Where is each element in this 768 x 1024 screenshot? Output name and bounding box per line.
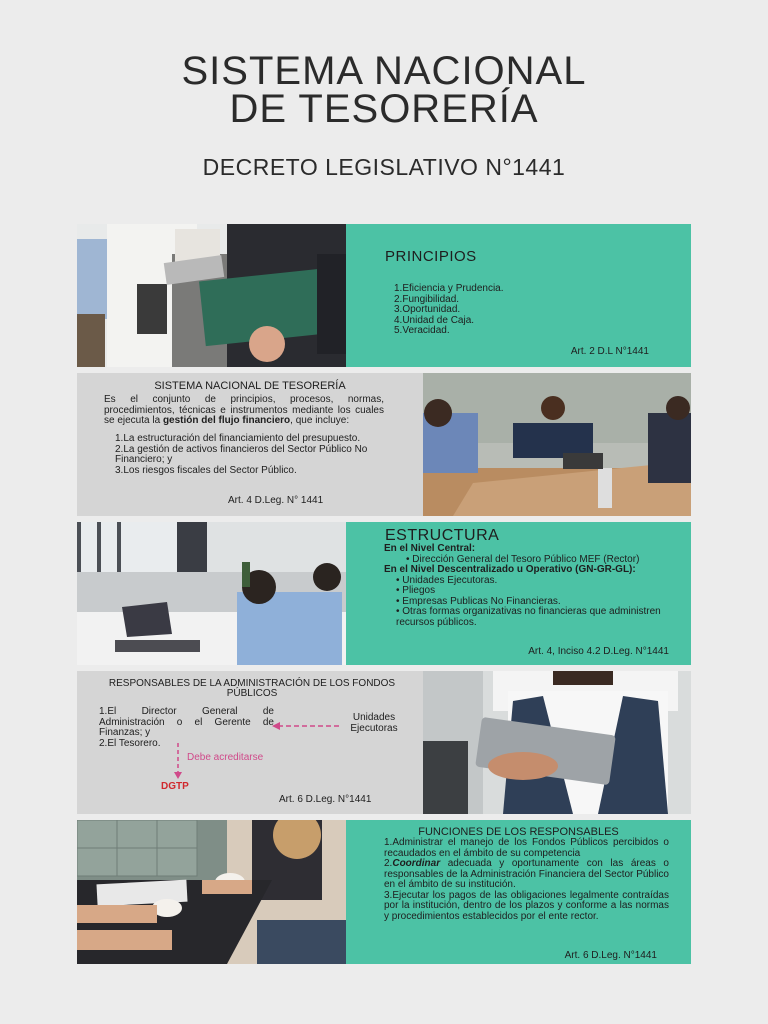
responsables-title: RESPONSABLES DE LA ADMINISTRACIÓN DE LOS FONDOS PÚBLICOS bbox=[108, 678, 396, 699]
list-item: 1.La estructuración del financiamiento del presupuesto. bbox=[115, 433, 361, 444]
page-subtitle: DECRETO LEGISLATIVO N°1441 bbox=[202, 154, 566, 180]
list-item: • Empresas Publicas No Financieras. bbox=[396, 595, 561, 607]
estructura-descentralizado-label: En el Nivel Descentralizado u Operativo (GN-GR-GL): bbox=[384, 564, 636, 575]
funciones-ref: Art. 6 D.Leg. N°1441 bbox=[564, 950, 657, 961]
list-item: 2.La gestión de activos financieros del Sector Público No Financiero; y bbox=[115, 443, 368, 465]
list-item: 4.Unidad de Caja. bbox=[394, 314, 475, 326]
list-item: 3.Ejecutar los pagos de las obligaciones legalmente contraídas por la institución, dentro de los plazos y conforme a las normas y procedimientos establecidos por el ente rector. bbox=[384, 889, 669, 922]
sistema-after: , que incluye: bbox=[290, 415, 350, 426]
list-item: 2.Fungibilidad. bbox=[394, 293, 460, 305]
list-item-text: Empresas Publicas No Financieras. bbox=[402, 595, 561, 607]
estructura-title: ESTRUCTURA bbox=[385, 527, 500, 544]
responsables-ref: Art. 6 D.Leg. N°1441 bbox=[279, 794, 372, 805]
funciones-title: FUNCIONES DE LOS RESPONSABLES bbox=[418, 826, 619, 838]
list-item: 1.El Director General de Administración o el Gerente de Finanzas; y bbox=[99, 706, 274, 738]
meeting-photo bbox=[423, 373, 691, 516]
sistema-bold: gestión del flujo financiero bbox=[162, 415, 291, 426]
item2-rest: adecuada y oportunamente con las áreas o responsables de la Administración Financiera del Sector Público en el ámbito de su institución. bbox=[384, 858, 669, 890]
title-line-1: SISTEMA NACIONAL bbox=[181, 49, 587, 93]
list-item: 1.Administrar el manejo de los Fondos Públicos percibidos o recaudados en el ámbito de su competencia bbox=[384, 837, 669, 859]
responsables-panel bbox=[77, 671, 423, 814]
coffee-meeting-photo bbox=[77, 820, 346, 964]
list-item-text: Otras formas organizativas no financieras que administren recursos públicos. bbox=[396, 606, 661, 628]
list-item: 3.Oportunidad. bbox=[394, 304, 461, 315]
office-team-photo bbox=[77, 224, 346, 367]
principios-ref: Art. 2 D.L N°1441 bbox=[570, 346, 649, 357]
responsables-arrows bbox=[77, 671, 423, 814]
funciones-list bbox=[384, 838, 669, 922]
list-item: 2.El Tesorero. bbox=[99, 737, 161, 749]
unidades-ejecutoras-label: Unidades Ejecutoras bbox=[350, 712, 398, 734]
item2-bold: Coordinar bbox=[392, 858, 441, 869]
list-item: • Unidades Ejecutoras. bbox=[396, 574, 498, 586]
list-item: 1.Eficiencia y Prudencia. bbox=[394, 283, 504, 294]
laptop-workers-photo bbox=[77, 522, 346, 665]
sistema-title: SISTEMA NACIONAL DE TESORERÍA bbox=[154, 380, 346, 392]
principios-title: PRINCIPIOS bbox=[385, 248, 477, 265]
dgtp-label: DGTP bbox=[161, 781, 189, 792]
sistema-intro: Es el conjunto de principios, procesos, normas, procedimientos, técnicas e instrumentos mediante los cuales se ejecuta la bbox=[104, 394, 384, 426]
sistema-panel bbox=[77, 373, 423, 516]
list-item-text: Dirección General del Tesoro Público MEF (Rector) bbox=[412, 553, 640, 565]
list-item: • Otras formas organizativas no financieras que administren recursos públicos. bbox=[396, 606, 661, 628]
debe-acreditarse-label: Debe acreditarse bbox=[187, 752, 264, 763]
page-title bbox=[0, 49, 768, 131]
estructura-panel bbox=[346, 522, 691, 665]
principios-list bbox=[394, 284, 504, 337]
list-item-text: Pliegos bbox=[402, 585, 436, 596]
title-line-2: DE TESORERÍA bbox=[229, 87, 539, 131]
list-item: • Dirección General del Tesoro Público MEF (Rector) bbox=[406, 553, 640, 565]
list-item bbox=[384, 859, 669, 891]
estructura-descentralizado-list bbox=[384, 576, 679, 629]
principios-panel bbox=[346, 224, 691, 367]
estructura-central-label: En el Nivel Central: bbox=[384, 543, 476, 554]
list-item: 3.Los riesgos fiscales del Sector Público. bbox=[115, 464, 297, 476]
woman-tablet-photo bbox=[423, 671, 691, 814]
list-item: • Pliegos bbox=[396, 585, 436, 596]
estructura-body bbox=[384, 544, 679, 628]
list-item-text: Unidades Ejecutoras. bbox=[402, 574, 498, 586]
sistema-list bbox=[115, 434, 385, 476]
sistema-ref: Art. 4 D.Leg. N° 1441 bbox=[228, 495, 324, 506]
item2-prefix: 2. bbox=[384, 858, 393, 869]
estructura-ref: Art. 4, Inciso 4.2 D.Leg. N°1441 bbox=[528, 646, 669, 657]
funciones-panel bbox=[346, 820, 691, 964]
list-item: 5.Veracidad. bbox=[394, 325, 450, 336]
sistema-definition bbox=[104, 395, 384, 427]
